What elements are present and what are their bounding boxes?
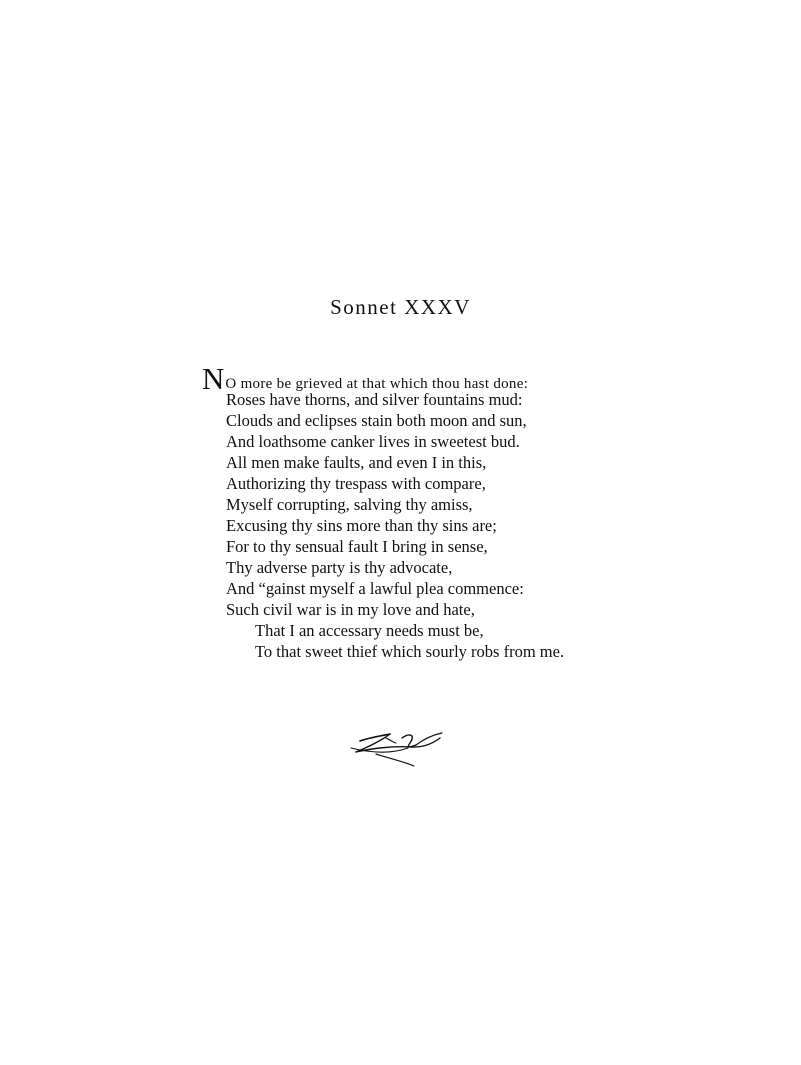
poem-first-line [202, 361, 529, 396]
drop-cap: N [202, 361, 225, 396]
poem-line: Roses have thorns, and silver fountains mud: [226, 390, 523, 409]
page-title: Sonnet XXXV [330, 295, 471, 319]
poem-line: Excusing thy sins more than thy sins are; [226, 516, 497, 535]
poem-line: And loathsome canker lives in sweetest bud. [226, 432, 520, 451]
poem-line: Myself corrupting, salving thy amiss, [226, 495, 473, 514]
poem-line: All men make faults, and even I in this, [226, 453, 487, 472]
poem-line: And “gainst myself a lawful plea commence: [226, 579, 524, 598]
signature-flourish-icon [346, 728, 446, 770]
couplet-line: To that sweet thief which sourly robs from me. [255, 642, 565, 661]
first-line-text: O more be grieved at that which thou hast done: [225, 376, 529, 392]
couplet-line: That I an accessary needs must be, [255, 621, 484, 640]
poem-line: For to thy sensual fault I bring in sense, [226, 537, 488, 556]
poem-line: Such civil war is in my love and hate, [226, 600, 475, 619]
poem-line: Clouds and eclipses stain both moon and sun, [226, 411, 527, 430]
poem-line: Thy adverse party is thy advocate, [226, 558, 453, 577]
poem-line: Authorizing thy trespass with compare, [226, 474, 486, 493]
